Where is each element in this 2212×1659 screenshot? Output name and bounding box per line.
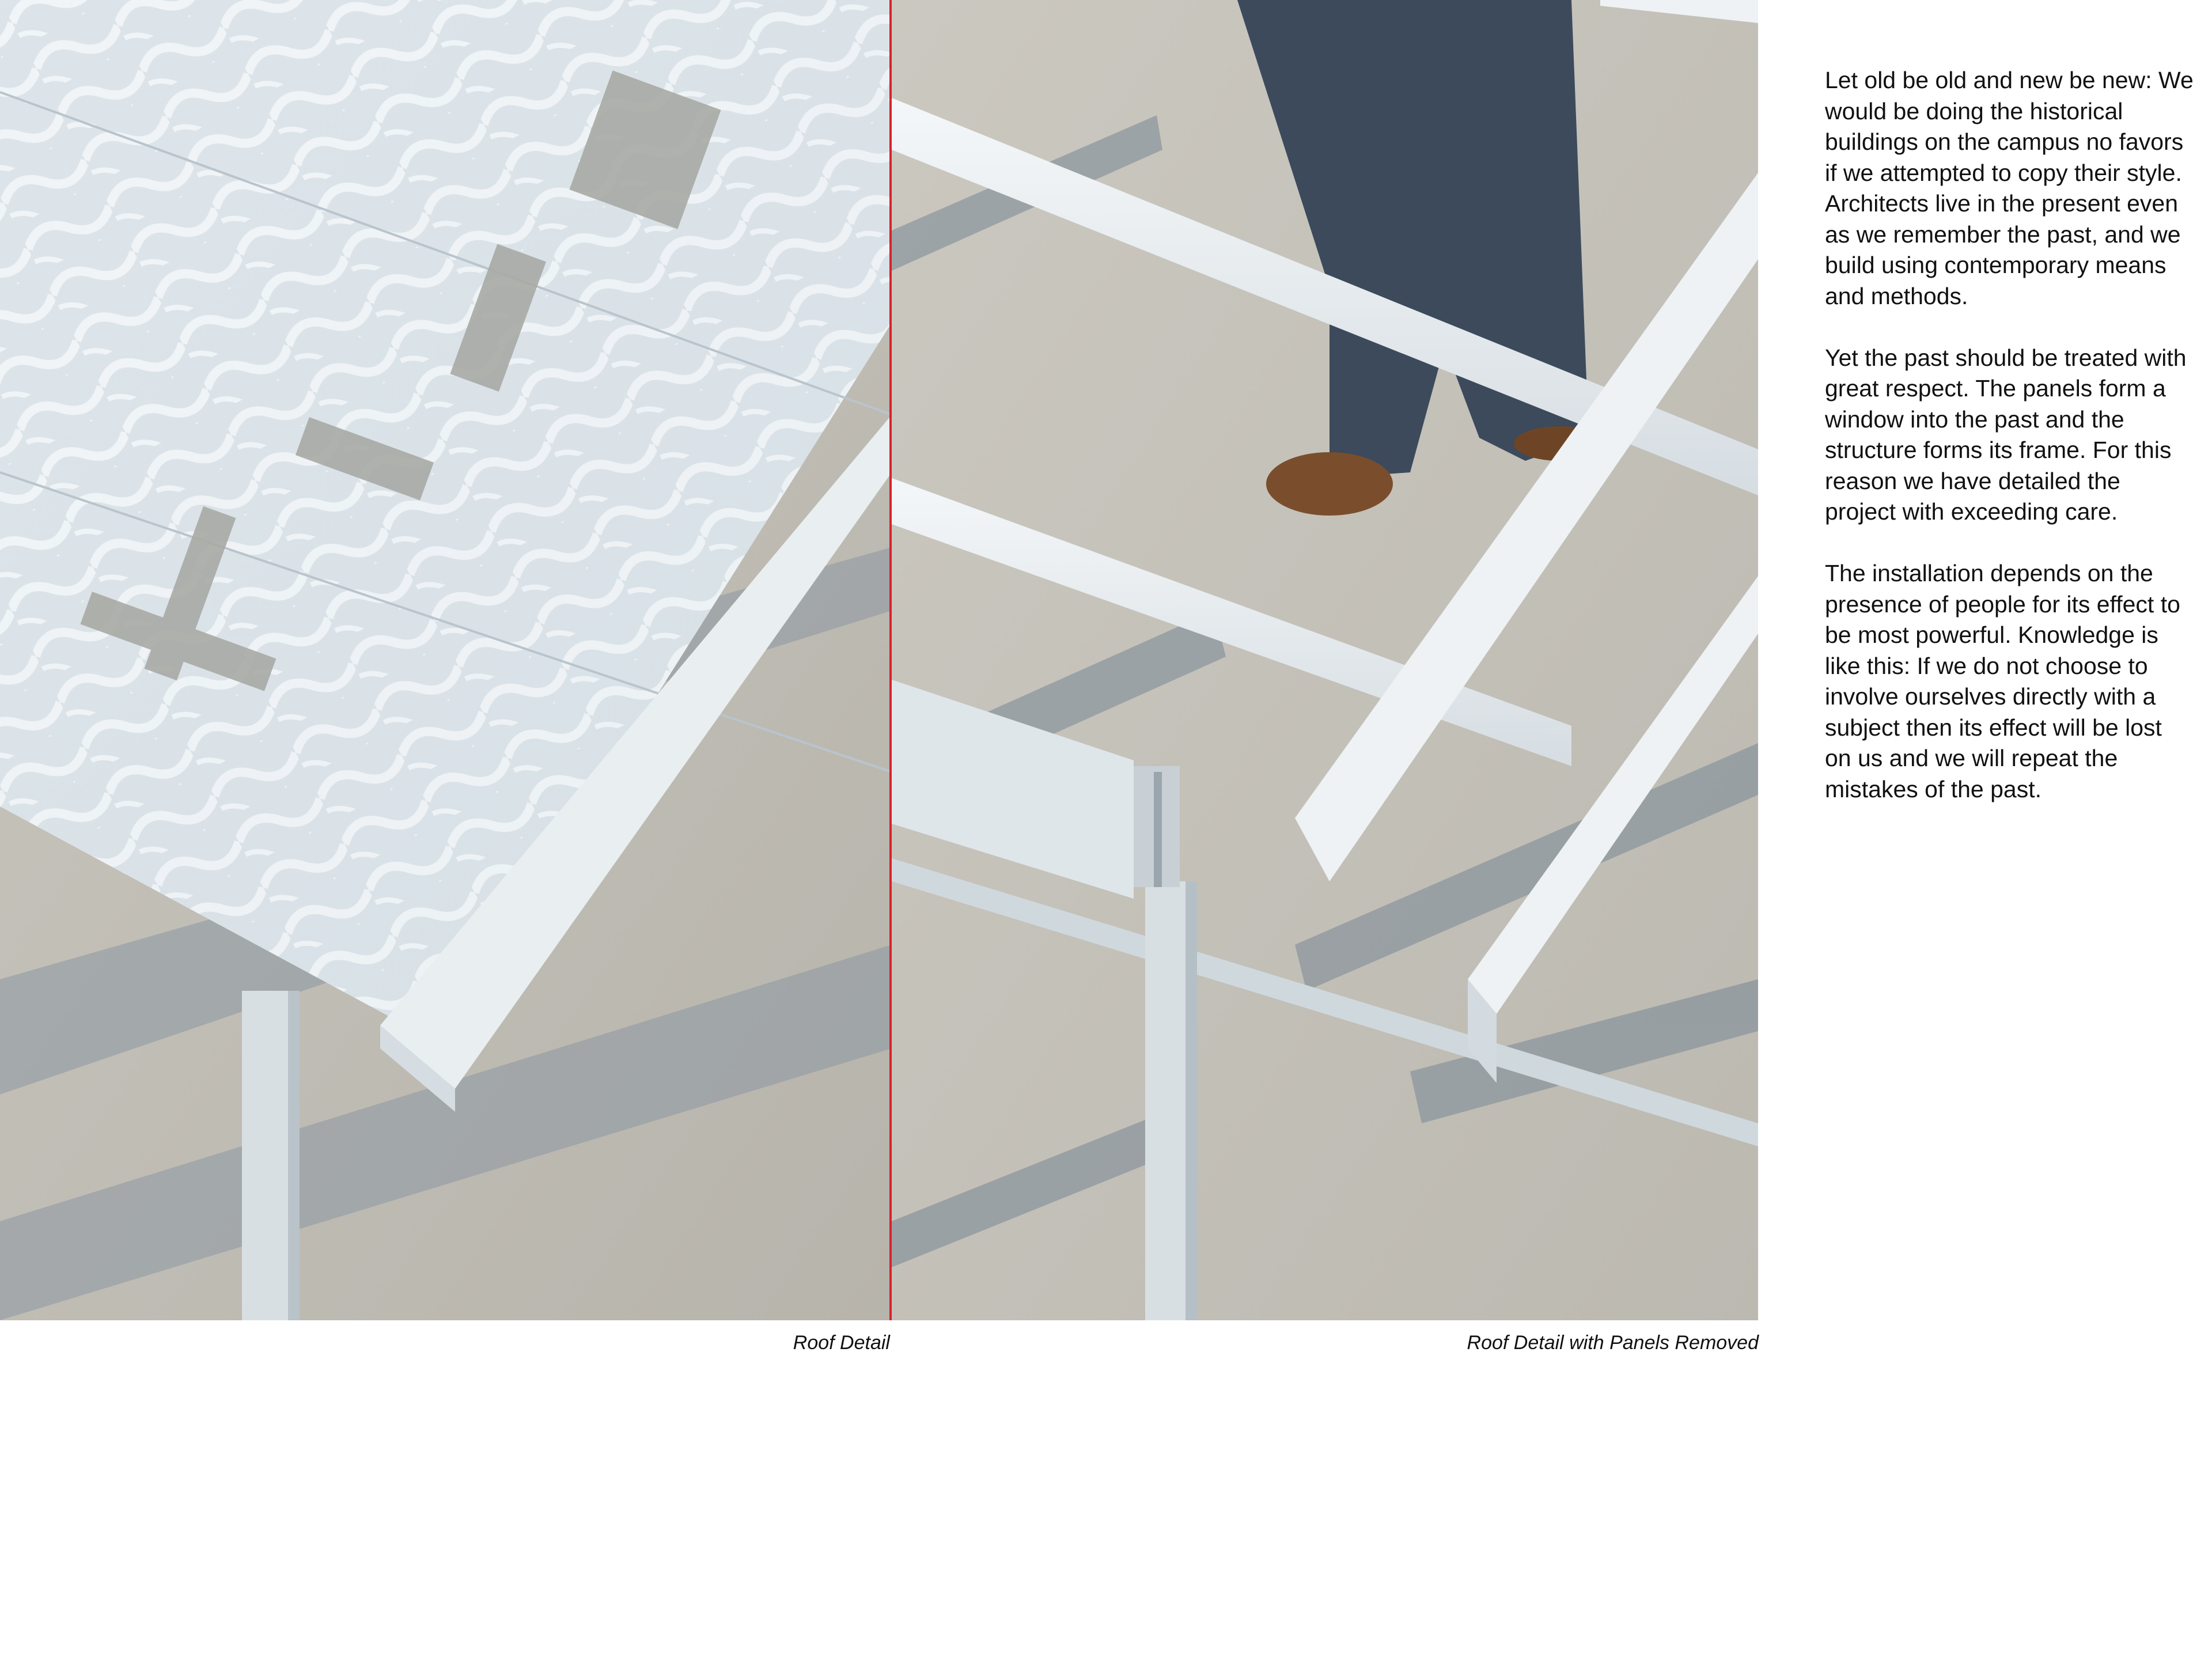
- caption-roof-detail-panels-removed: Roof Detail with Panels Removed: [1467, 1332, 1759, 1354]
- frame-structure-render: [892, 0, 1758, 1320]
- paragraph-presence-of-people: The installation depends on the presence of people for its effect to be most powerful. Knowledge is like this: If we do not choose to involve ourselves directly with a subject then its effect will be lost on us and we will repeat the mistakes of the past.: [1825, 560, 2180, 802]
- description-text-column: [1825, 65, 2194, 836]
- roof-detail-render: [0, 0, 892, 1320]
- caption-roof-detail: Roof Detail: [793, 1332, 890, 1354]
- roof-detail-image: [0, 0, 892, 1320]
- roof-detail-panels-removed-image: [892, 0, 1758, 1320]
- paragraph-respect-past: Yet the past should be treated with great respect. The panels form a window into the past and the structure forms its frame. For this reason we have detailed the project with exceeding care.: [1825, 344, 2187, 525]
- paragraph-old-and-new: Let old be old and new be new: We would be doing the historical buildings on the campus no favors if we attempted to copy their style. Architects live in the present even as we remember the past, and we build using contemporary means and methods.: [1825, 67, 2194, 309]
